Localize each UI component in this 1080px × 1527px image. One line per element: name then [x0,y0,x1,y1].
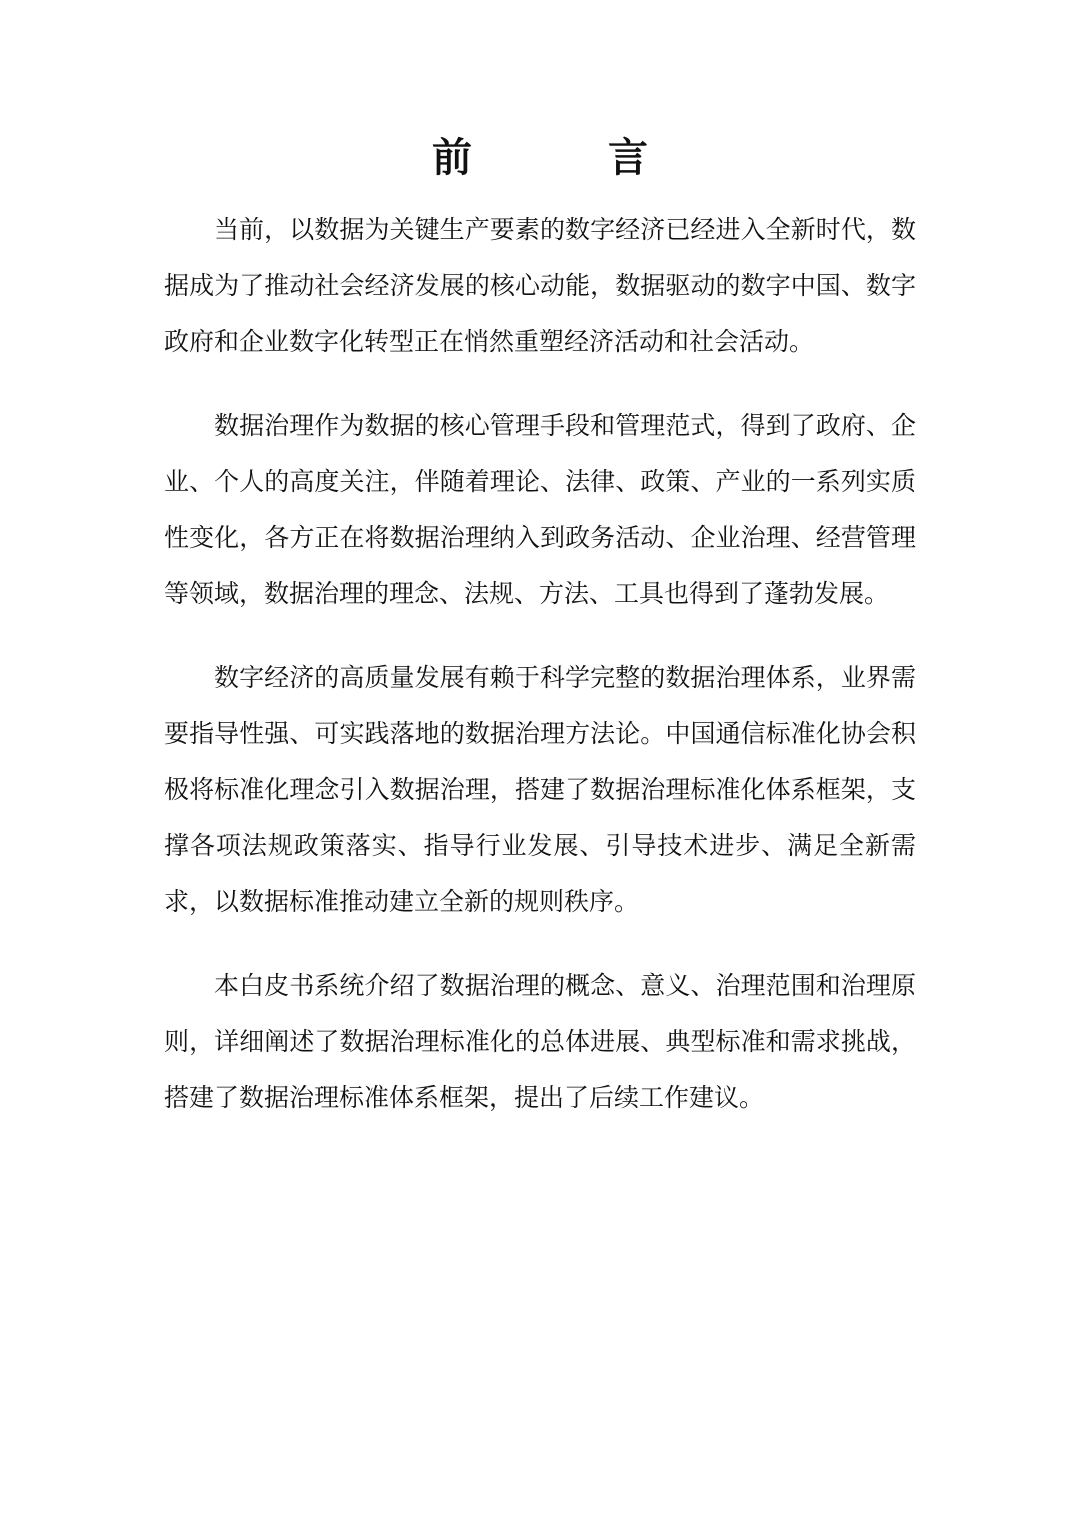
page-title: 前 言 [432,134,696,181]
paragraph-3: 数字经济的高质量发展有赖于科学完整的数据治理体系，业界需要指导性强、可实践落地的数据治理方法论。中国通信标准化协会积极将标准化理念引入数据治理，搭建了数据治理标准化体系框架，支撑各项法规政策落实、指导行业发展、引导技术进步、满足全新需求，以数据标准推动建立全新的规则秩序。 [164,663,916,916]
paragraph-4: 本白皮书系统介绍了数据治理的概念、意义、治理范围和治理原则，详细阐述了数据治理标准化的总体进展、典型标准和需求挑战，搭建了数据治理标准体系框架，提出了后续工作建议。 [164,971,916,1112]
paragraph-2: 数据治理作为数据的核心管理手段和管理范式，得到了政府、企业、个人的高度关注，伴随着理论、法律、政策、产业的一系列实质性变化，各方正在将数据治理纳入到政务活动、企业治理、经营管理等领域，数据治理的理念、法规、方法、工具也得到了蓬勃发展。 [164,411,916,608]
preface-body [164,202,916,1154]
paragraph-1: 当前，以数据为关键生产要素的数字经济已经进入全新时代，数据成为了推动社会经济发展的核心动能，数据驱动的数字中国、数字政府和企业数字化转型正在悄然重塑经济活动和社会活动。 [164,215,916,356]
